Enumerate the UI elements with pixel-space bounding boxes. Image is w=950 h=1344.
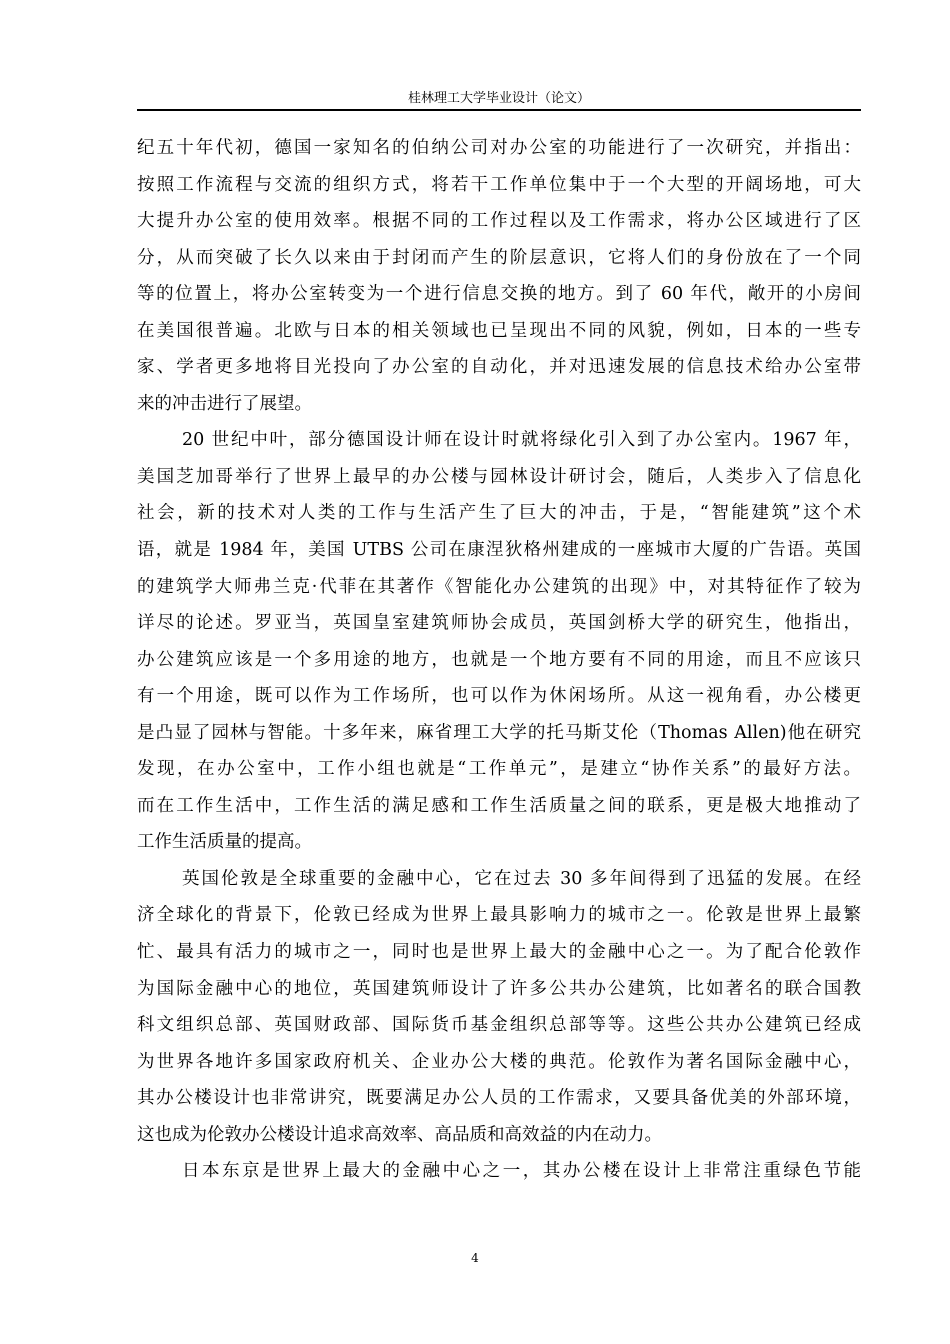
text-line: 来的冲击进行了展望。 [137, 393, 312, 414]
text-line: 大提升办公室的使用效率。根据不同的工作过程以及工作需求，将办公区域进行了区 [137, 211, 861, 232]
text-line: 为国际金融中心的地位，英国建筑师设计了许多公共办公建筑，比如著名的联合国教 [137, 978, 861, 999]
text-line: 发现，在办公室中，工作小组也就是“工作单元”，是建立“协作关系”的最好方法。 [137, 759, 861, 780]
text-line: 社会，新的技术对人类的工作与生活产生了巨大的冲击，于是，“智能建筑”这个术 [137, 503, 861, 524]
text-line: 科文组织总部、英国财政部、国际货币基金组织总部等等。这些公共办公建筑已经成 [137, 1015, 861, 1036]
text-line: 在美国很普遍。北欧与日本的相关领域也已呈现出不同的风貌，例如，日本的一些专 [137, 320, 861, 341]
page-header: 桂林理工大学毕业设计（论文） [407, 91, 590, 106]
text-line: 而在工作生活中，工作生活的满足感和工作生活质量之间的联系，更是极大地推动了 [137, 795, 861, 816]
text-line: 是凸显了园林与智能。十多年来，麻省理工大学的托马斯艾伦（Thomas Allen)他在研究 [137, 722, 861, 743]
text-line: 纪五十年代初，德国一家知名的伯纳公司对办公室的功能进行了一次研究，并指出： [137, 138, 861, 158]
text-line: 日本东京是世界上最大的金融中心之一，其办公楼在设计上非常注重绿色节能 [182, 1161, 861, 1182]
header-divider [137, 109, 861, 111]
text-line: 其办公楼设计也非常讲究，既要满足办公人员的工作需求，又要具备优美的外部环境， [137, 1088, 861, 1109]
text-line: 工作生活质量的提高。 [137, 832, 312, 853]
text-line: 等的位置上，将办公室转变为一个进行信息交换的地方。到了 60 年代，敞开的小房间 [137, 284, 861, 305]
text-line: 济全球化的背景下，伦敦已经成为世界上最具影响力的城市之一。伦敦是世界上最繁 [137, 905, 861, 926]
text-line: 家、学者更多地将目光投向了办公室的自动化，并对迅速发展的信息技术给办公室带 [137, 357, 861, 378]
text-line: 的建筑学大师弗兰克·代菲在其著作《智能化办公建筑的出现》中，对其特征作了较为 [137, 576, 861, 597]
text-line: 语，就是 1984 年，美国 UTBS 公司在康涅狄格州建成的一座城市大厦的广告语。英国 [137, 540, 861, 561]
text-line: 这也成为伦敦办公楼设计追求高效率、高品质和高效益的内在动力。 [137, 1124, 662, 1145]
text-line: 美国芝加哥举行了世界上最早的办公楼与园林设计研讨会，随后，人类步入了信息化 [137, 466, 861, 487]
page-number: 4 [471, 1251, 479, 1265]
text-line: 详尽的论述。罗亚当，英国皇室建筑师协会成员，英国剑桥大学的研究生，他指出， [137, 613, 861, 634]
text-line: 按照工作流程与交流的组织方式，将若干工作单位集中于一个大型的开阔场地，可大 [137, 174, 861, 195]
text-line: 忙、最具有活力的城市之一，同时也是世界上最大的金融中心之一。为了配合伦敦作 [137, 942, 861, 963]
text-line: 为世界各地许多国家政府机关、企业办公大楼的典范。伦敦作为著名国际金融中心， [137, 1051, 861, 1072]
text-line: 办公建筑应该是一个多用途的地方，也就是一个地方要有不同的用途，而且不应该只 [137, 649, 861, 670]
text-line: 英国伦敦是全球重要的金融中心，它在过去 30 多年间得到了迅猛的发展。在经 [182, 868, 861, 889]
text-line: 分，从而突破了长久以来由于封闭而产生的阶层意识，它将人们的身份放在了一个同 [137, 247, 861, 268]
body-text [137, 130, 861, 1190]
text-line: 20 世纪中叶，部分德国设计师在设计时就将绿化引入到了办公室内。1967 年， [182, 430, 861, 451]
text-line: 有一个用途，既可以作为工作场所，也可以作为休闲场所。从这一视角看，办公楼更 [137, 686, 861, 707]
